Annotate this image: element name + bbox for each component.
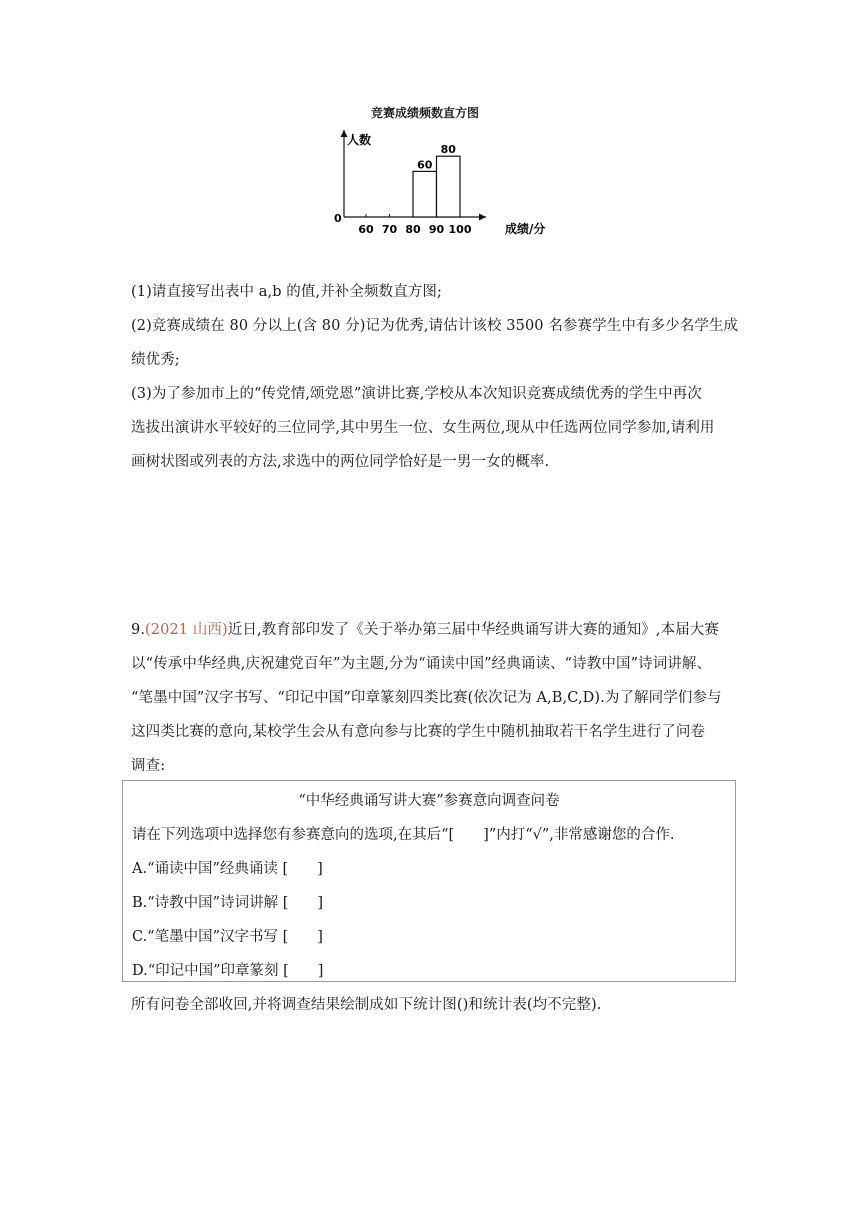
histogram-bar [413,171,437,217]
y-axis-label: 人数 [347,133,372,147]
survey-title: “中华经典诵写讲大赛”参赛意向调查问卷 [298,793,560,809]
problem-9-closing: 所有问卷全部收回,并将调查结果绘制成如下统计图()和统计表(均不完整). [131,997,602,1013]
question-3-line-3: 画树状图或列表的方法,求选中的两位同学恰好是一男一女的概率. [131,454,550,470]
problem-9-line-2: 以“传承中华经典,庆祝建党百年”为主题,分为“诵读中国”经典诵读、“诗教中国”诗词讲解、 [131,656,712,672]
problem-9-line-4: 这四类比赛的意向,某校学生会从有意向参与比赛的学生中随机抽取若干名学生进行了问卷 [131,724,706,740]
problem-number: 9. [131,622,146,638]
bars [413,143,460,217]
x-axis-label: 成绩/分 [505,222,546,236]
x-tick-label: 60 [358,223,374,236]
histogram-svg [330,104,546,244]
survey-box [122,780,736,982]
question-1: (1)请直接写出表中 a,b 的值,并补全频数直方图; [131,284,442,300]
problem-9-line-3: “笔墨中国”汉字书写、“印记中国”印章篆刻四类比赛(依次记为 A,B,C,D).为了解同学们参与 [131,690,722,706]
x-tick-label: 90 [428,223,445,236]
histogram-figure [330,104,546,244]
problem-9-line-1 [131,620,741,640]
survey-option-c: C.“笔墨中国”汉字书写 [ ] [132,929,323,945]
histogram-bar [437,156,461,217]
x-tick-label: 100 [448,223,472,236]
problem-9-line-5: 调查: [131,758,166,774]
bar-value-label: 80 [440,143,456,157]
survey-instruction: 请在下列选项中选择您有参赛意向的选项,在其后“[ ]”内打“√”,非常感谢您的合作. [132,827,675,843]
x-tick-label: 80 [405,223,421,236]
problem-9-line-1-text: 近日,教育部印发了《关于举办第三届中华经典诵写讲大赛的通知》,本届大赛 [227,622,719,638]
question-2-line-1: (2)竞赛成绩在 80 分以上(含 80 分)记为优秀,请估计该校 3500 名参赛学生中有多少名学生成 [131,318,739,334]
origin-label: 0 [334,212,342,225]
survey-option-d: D.“印记中国”印章篆刻 [ ] [132,963,324,979]
survey-option-a: A.“诵读中国”经典诵读 [ ] [132,861,323,877]
survey-option-b: B.“诗教中国”诗词讲解 [ ] [132,895,324,911]
question-3-line-1: (3)为了参加市上的“传党情,颂党恩”演讲比赛,学校从本次知识竞赛成绩优秀的学生中再次 [131,386,702,402]
problem-source: (2021 山西) [145,622,228,638]
x-tick-label: 70 [381,223,398,236]
question-2-line-2: 绩优秀; [131,352,180,368]
bar-value-label: 60 [417,158,433,172]
question-3-line-2: 选拔出演讲水平较好的三位同学,其中男生一位、女生两位,现从中任选两位同学参加,请利用 [131,420,715,436]
chart-title: 竞赛成绩频数直方图 [370,106,479,120]
